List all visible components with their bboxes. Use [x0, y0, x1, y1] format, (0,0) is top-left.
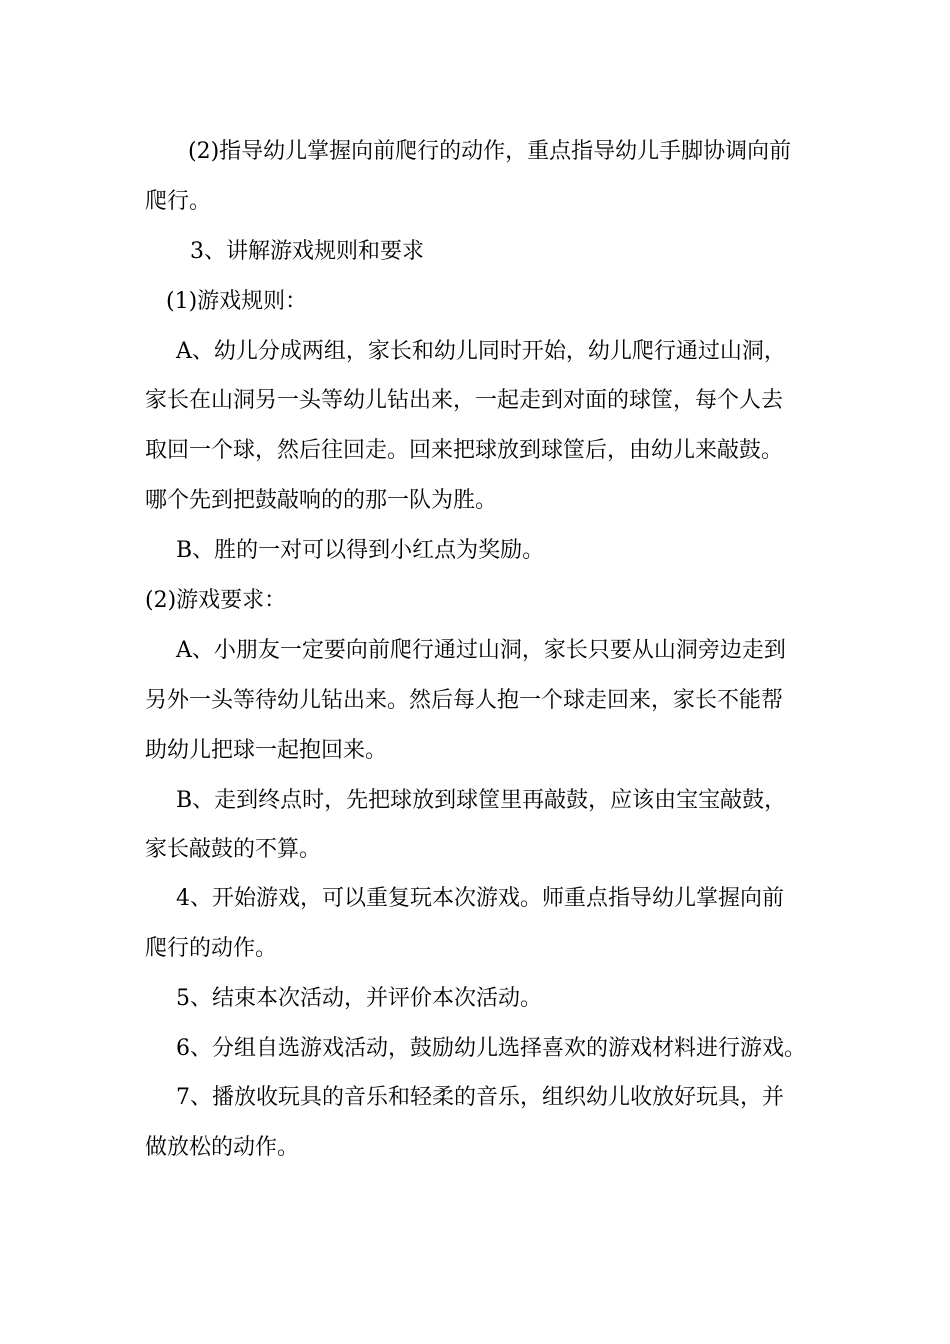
paragraph-line: 家长在山洞另一头等幼儿钻出来，一起走到对面的球筐，每个人去 — [145, 388, 784, 413]
paragraph-line: 另外一头等待幼儿钻出来。然后每人抱一个球走回来，家长不能帮 — [145, 688, 784, 713]
paragraph-line: 爬行。 — [145, 189, 212, 214]
paragraph-line: A、幼儿分成两组，家长和幼儿同时开始，幼儿爬行通过山洞， — [176, 339, 786, 364]
subsection-heading: (2)游戏要求： — [145, 588, 287, 613]
paragraph-line: 7、播放收玩具的音乐和轻柔的音乐，组织幼儿收放好玩具，并 — [176, 1085, 784, 1110]
paragraph-line: B、走到终点时，先把球放到球筐里再敲鼓，应该由宝宝敲鼓， — [176, 788, 787, 813]
paragraph-line: 取回一个球，然后往回走。回来把球放到球筐后，由幼儿来敲鼓。 — [145, 438, 784, 463]
paragraph-line: 爬行的动作。 — [145, 936, 278, 961]
paragraph-line: B、胜的一对可以得到小红点为奖励。 — [176, 538, 545, 563]
paragraph-line: 5、结束本次活动，并评价本次活动。 — [176, 986, 542, 1011]
paragraph-line: 做放松的动作。 — [145, 1135, 300, 1160]
subsection-heading: (1)游戏规则： — [166, 289, 308, 314]
section-heading: 3、讲解游戏规则和要求 — [190, 239, 424, 264]
paragraph-line: 6、分组自选游戏活动，鼓励幼儿选择喜欢的游戏材料进行游戏。 — [176, 1036, 806, 1061]
paragraph-line: 家长敲鼓的不算。 — [145, 837, 322, 862]
paragraph-line: A、小朋友一定要向前爬行通过山洞，家长只要从山洞旁边走到 — [176, 638, 786, 663]
paragraph-line: 4、开始游戏，可以重复玩本次游戏。师重点指导幼儿掌握向前 — [176, 886, 784, 911]
paragraph-line: (2)指导幼儿掌握向前爬行的动作，重点指导幼儿手脚协调向前 — [188, 139, 792, 164]
paragraph-line: 哪个先到把鼓敲响的的那一队为胜。 — [145, 488, 498, 513]
paragraph-line: 助幼儿把球一起抱回来。 — [145, 738, 388, 763]
